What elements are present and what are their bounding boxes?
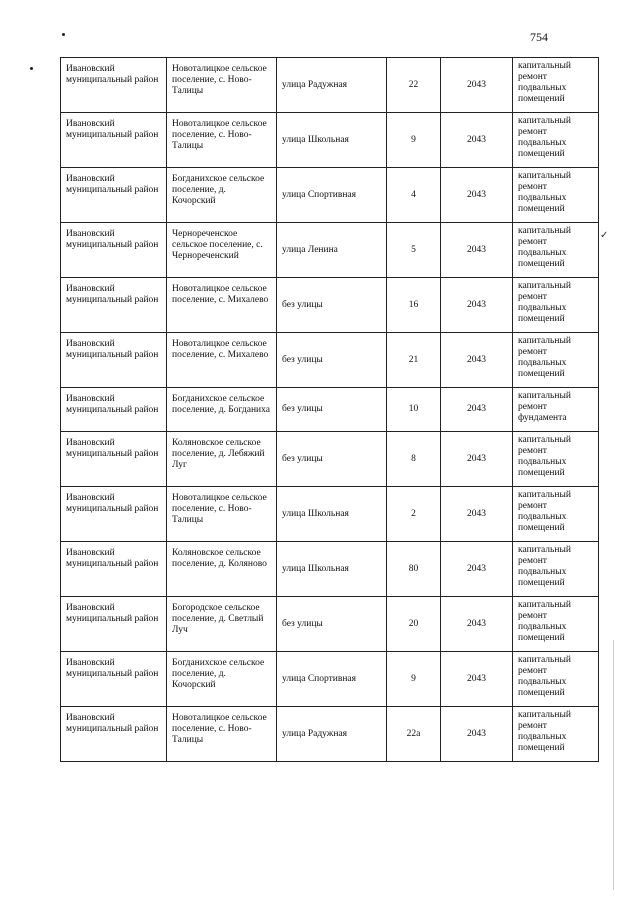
settlement-cell: Новоталицкое сельское поселение, с. Ново-Талицы bbox=[167, 58, 277, 113]
year-cell: 2043 bbox=[441, 168, 513, 223]
house-number-cell: 21 bbox=[387, 333, 441, 388]
table-row bbox=[61, 223, 599, 278]
work-type-cell: капитальный ремонт подвальных помещений bbox=[513, 432, 599, 487]
year-cell: 2043 bbox=[441, 278, 513, 333]
work-type-cell: капитальный ремонт подвальных помещений bbox=[513, 707, 599, 762]
table-row bbox=[61, 333, 599, 388]
table-row bbox=[61, 597, 599, 652]
work-type-cell: капитальный ремонт подвальных помещений bbox=[513, 223, 599, 278]
street-cell: улица Ленина bbox=[277, 223, 387, 278]
district-cell: Ивановский муниципальный район bbox=[61, 388, 167, 432]
table-row bbox=[61, 432, 599, 487]
street-cell: улица Радужная bbox=[277, 58, 387, 113]
table-row bbox=[61, 542, 599, 597]
house-number-cell: 16 bbox=[387, 278, 441, 333]
table-row bbox=[61, 707, 599, 762]
work-type-cell: капитальный ремонт подвальных помещений bbox=[513, 113, 599, 168]
settlement-cell: Богородское сельское поселение, д. Светлый Луч bbox=[167, 597, 277, 652]
house-number-cell: 22а bbox=[387, 707, 441, 762]
street-cell: без улицы bbox=[277, 432, 387, 487]
work-type-cell: капитальный ремонт фундамента bbox=[513, 388, 599, 432]
district-cell: Ивановский муниципальный район bbox=[61, 707, 167, 762]
table-row bbox=[61, 278, 599, 333]
settlement-cell: Новоталицкое сельское поселение, с. Ново-Талицы bbox=[167, 707, 277, 762]
repair-schedule-table bbox=[60, 57, 599, 762]
street-cell: улица Школьная bbox=[277, 542, 387, 597]
scan-edge-line bbox=[613, 640, 614, 890]
table-row bbox=[61, 58, 599, 113]
district-cell: Ивановский муниципальный район bbox=[61, 333, 167, 388]
work-type-cell: капитальный ремонт подвальных помещений bbox=[513, 278, 599, 333]
year-cell: 2043 bbox=[441, 487, 513, 542]
year-cell: 2043 bbox=[441, 707, 513, 762]
house-number-cell: 20 bbox=[387, 597, 441, 652]
year-cell: 2043 bbox=[441, 113, 513, 168]
work-type-cell: капитальный ремонт подвальных помещений bbox=[513, 58, 599, 113]
district-cell: Ивановский муниципальный район bbox=[61, 278, 167, 333]
settlement-cell: Коляновское сельское поселение, д. Лебяжий Луг bbox=[167, 432, 277, 487]
district-cell: Ивановский муниципальный район bbox=[61, 113, 167, 168]
district-cell: Ивановский муниципальный район bbox=[61, 487, 167, 542]
page-number: 754 bbox=[530, 30, 548, 44]
street-cell: без улицы bbox=[277, 278, 387, 333]
house-number-cell: 80 bbox=[387, 542, 441, 597]
street-cell: улица Спортивная bbox=[277, 652, 387, 707]
year-cell: 2043 bbox=[441, 597, 513, 652]
settlement-cell: Новоталицкое сельское поселение, с. Ново-Талицы bbox=[167, 113, 277, 168]
house-number-cell: 9 bbox=[387, 652, 441, 707]
settlement-cell: Коляновское сельское поселение, д. Коляново bbox=[167, 542, 277, 597]
street-cell: улица Спортивная bbox=[277, 168, 387, 223]
year-cell: 2043 bbox=[441, 542, 513, 597]
district-cell: Ивановский муниципальный район bbox=[61, 432, 167, 487]
work-type-cell: капитальный ремонт подвальных помещений bbox=[513, 652, 599, 707]
house-number-cell: 2 bbox=[387, 487, 441, 542]
district-cell: Ивановский муниципальный район bbox=[61, 168, 167, 223]
house-number-cell: 22 bbox=[387, 58, 441, 113]
house-number-cell: 9 bbox=[387, 113, 441, 168]
settlement-cell: Новоталицкое сельское поселение, с. Михалево bbox=[167, 278, 277, 333]
settlement-cell: Богданихское сельское поселение, д. Кочорский bbox=[167, 168, 277, 223]
settlement-cell: Богданихское сельское поселение, д. Кочорский bbox=[167, 652, 277, 707]
table-row bbox=[61, 487, 599, 542]
table-row bbox=[61, 652, 599, 707]
district-cell: Ивановский муниципальный район bbox=[61, 597, 167, 652]
table-body bbox=[61, 58, 599, 762]
street-cell: без улицы bbox=[277, 388, 387, 432]
year-cell: 2043 bbox=[441, 652, 513, 707]
table-row bbox=[61, 168, 599, 223]
year-cell: 2043 bbox=[441, 432, 513, 487]
check-mark-icon: ✓ bbox=[600, 230, 609, 241]
settlement-cell: Новоталицкое сельское поселение, с. Михалево bbox=[167, 333, 277, 388]
district-cell: Ивановский муниципальный район bbox=[61, 223, 167, 278]
scan-mark bbox=[30, 67, 33, 70]
year-cell: 2043 bbox=[441, 58, 513, 113]
street-cell: улица Школьная bbox=[277, 487, 387, 542]
street-cell: улица Радужная bbox=[277, 707, 387, 762]
settlement-cell: Богданихское сельское поселение, д. Богданиха bbox=[167, 388, 277, 432]
work-type-cell: капитальный ремонт подвальных помещений bbox=[513, 597, 599, 652]
scan-mark bbox=[62, 33, 65, 36]
work-type-cell: капитальный ремонт подвальных помещений bbox=[513, 333, 599, 388]
house-number-cell: 10 bbox=[387, 388, 441, 432]
house-number-cell: 4 bbox=[387, 168, 441, 223]
district-cell: Ивановский муниципальный район bbox=[61, 652, 167, 707]
year-cell: 2043 bbox=[441, 223, 513, 278]
street-cell: улица Школьная bbox=[277, 113, 387, 168]
year-cell: 2043 bbox=[441, 388, 513, 432]
district-cell: Ивановский муниципальный район bbox=[61, 58, 167, 113]
district-cell: Ивановский муниципальный район bbox=[61, 542, 167, 597]
table-row bbox=[61, 113, 599, 168]
street-cell: без улицы bbox=[277, 597, 387, 652]
table-row bbox=[61, 388, 599, 432]
street-cell: без улицы bbox=[277, 333, 387, 388]
work-type-cell: капитальный ремонт подвальных помещений bbox=[513, 542, 599, 597]
work-type-cell: капитальный ремонт подвальных помещений bbox=[513, 487, 599, 542]
settlement-cell: Новоталицкое сельское поселение, с. Ново-Талицы bbox=[167, 487, 277, 542]
work-type-cell: капитальный ремонт подвальных помещений bbox=[513, 168, 599, 223]
house-number-cell: 8 bbox=[387, 432, 441, 487]
house-number-cell: 5 bbox=[387, 223, 441, 278]
settlement-cell: Чернореченское сельское поселение, с. Чернореченский bbox=[167, 223, 277, 278]
year-cell: 2043 bbox=[441, 333, 513, 388]
